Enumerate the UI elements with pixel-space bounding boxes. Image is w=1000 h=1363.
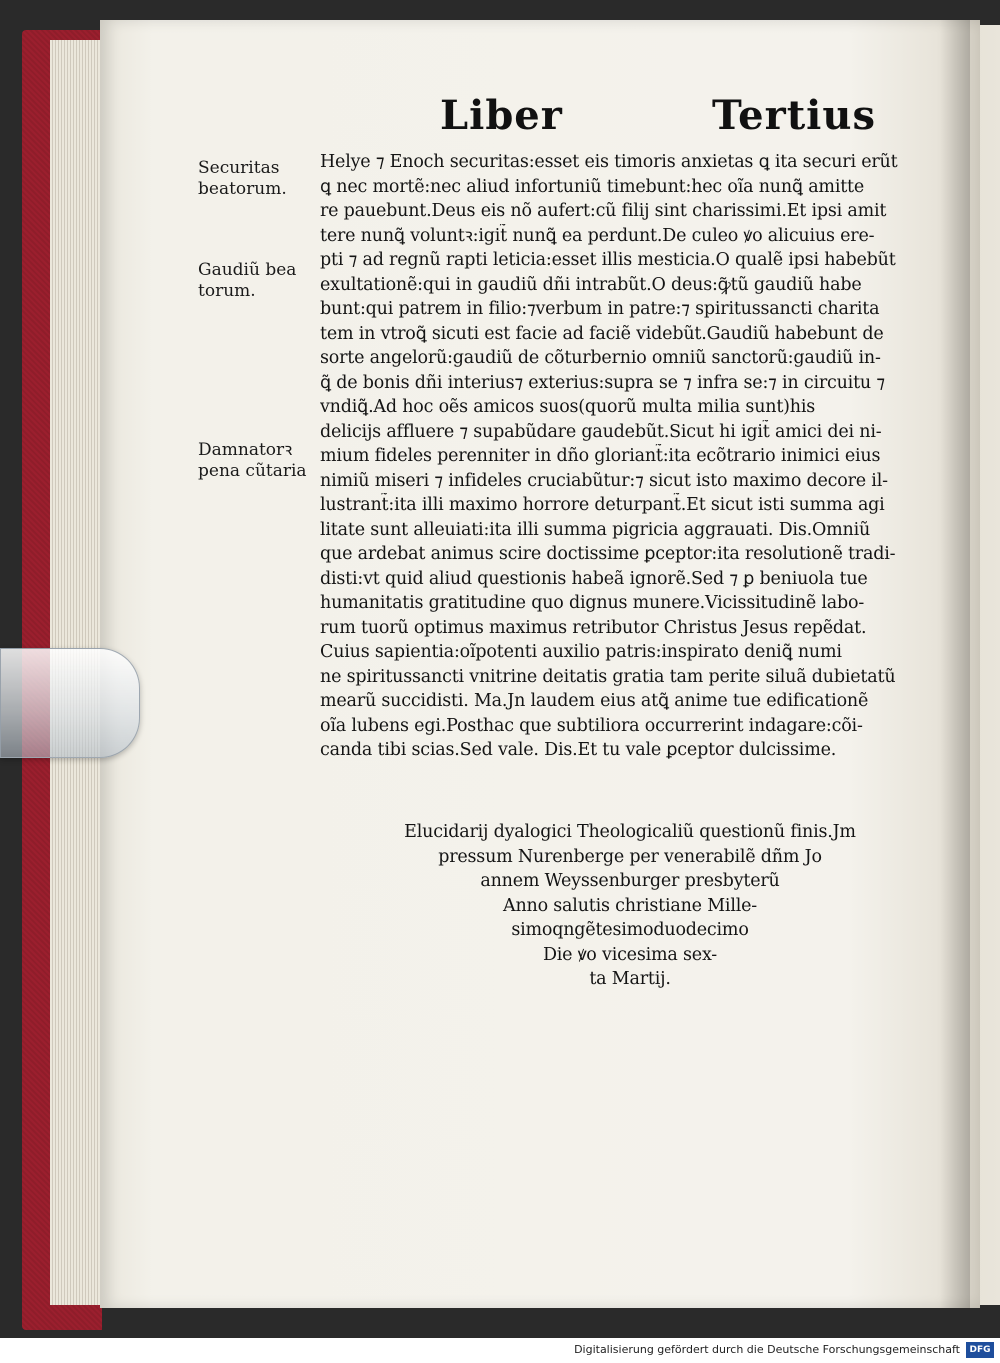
text-line: disti:vt quid aliud questionis habeã ignorẽ.Sed ⁊ ꝑ beniuola tue (320, 568, 868, 589)
margin-note-line: Securitas (198, 158, 280, 178)
text-line: lustrant̃:ita illi maximo horrore deturpant̃.Et sicut isti summa agi (320, 495, 885, 515)
text-line: delicijs affluere ⁊ supabũdare gaudebũt.Sicut hi igit̃ amici dei ni- (320, 421, 882, 442)
text-line: re pauebunt.Deus eis nõ aufert:cũ filij sint charissimi.Et ipsi amit (320, 201, 887, 221)
running-head-left: Liber (440, 92, 563, 139)
margin-note-line: Damnatorꝛ (198, 440, 293, 460)
margin-note-securitas (198, 158, 318, 200)
text-line: tere nunꝗ̃ voluntꝛ:igit̃ nunꝗ̃ ea perdunt.De culeo ꝟo alicuius ere- (320, 225, 875, 246)
colophon-line: Anno salutis christiane Mille- (503, 895, 757, 916)
gutter-shadow (940, 20, 970, 1308)
dfg-logo: DFG (966, 1342, 994, 1358)
text-line: pti ⁊ ad regnũ rapti leticia:esset illis mesticia.O qualẽ ipsi habebũt (320, 250, 896, 270)
running-head-right: Tertius (712, 92, 876, 139)
footer-bar (0, 1338, 1000, 1363)
margin-note-line: Gaudiũ bea (198, 260, 297, 280)
colophon (370, 820, 890, 992)
text-line: Cuius sapientia:oĩpotenti auxilio patris:inspirato deniꝗ̃ numi (320, 642, 842, 662)
margin-note-damnatorum (198, 440, 318, 482)
page-clip (0, 648, 140, 758)
colophon-line: ta Martij. (589, 969, 671, 989)
text-line: canda tibi scias.Sed vale. Dis.Et tu vale ꝑceptor dulcissime. (320, 740, 837, 760)
text-line: vndiꝗ̃.Ad hoc oẽs amicos suos(quorũ multa milia sunt)his (320, 397, 816, 417)
margin-note-line: beatorum. (198, 179, 287, 199)
colophon-line: Elucidarij dyalogici Theologicaliũ questionũ finis.Jm (404, 822, 856, 842)
text-line: exultationẽ:qui in gaudiũ dñi intrabũt.O deus:ꝙ̃tũ gaudiũ habe (320, 274, 862, 295)
text-line: sorte angelorũ:gaudiũ de cõturbernio omniũ sanctorũ:gaudiũ in- (320, 348, 881, 368)
colophon-line: annem Weyssenburger presbyterũ (480, 871, 780, 891)
footer-credit: Digitalisierung gefördert durch die Deutsche Forschungsgemeinschaft (574, 1343, 960, 1356)
text-line: oĩa lubens egi.Posthac que subtiliora occurrerint indagare:cõi- (320, 715, 863, 736)
text-line: ne spiritussancti vnitrine deitatis gratia tam perite siluã dubietatũ (320, 666, 896, 687)
text-line: tem in vtroꝗ̃ sicuti est facie ad faciẽ videbũt.Gaudiũ habebunt de (320, 323, 884, 344)
text-line: ꝗ̃ de bonis dñi interius⁊ exterius:supra se ⁊ infra se:⁊ in circuitu ⁊ (320, 372, 885, 393)
text-line: nimiũ miseri ⁊ infideles cruciabũtur:⁊ sicut isto maximo decore il- (320, 470, 888, 491)
text-line: que ardebat animus scire doctissime ꝑceptor:ita resolutionẽ tradi- (320, 544, 896, 564)
text-line: ꝗ nec mortẽ:nec aliud infortuniũ timebunt:hec oĩa nunꝗ̃ amitte (320, 176, 865, 197)
margin-note-gaudium (198, 260, 318, 302)
main-text-block (320, 150, 925, 763)
text-line: bunt:qui patrem in filio:⁊verbum in patre:⁊ spiritussancti charita (320, 299, 880, 319)
text-line: Helye ⁊ Enoch securitas:esset eis timoris anxietas ꝗ ita securi erũt (320, 152, 898, 172)
colophon-line: pressum Nurenberge per venerabilẽ dñm Jo (438, 846, 822, 867)
colophon-line: Die ꝟo vicesima sex- (542, 944, 718, 965)
text-line: rum tuorũ optimus maximus retributor Christus Jesus repẽdat. (320, 617, 867, 638)
text-line: litate sunt alleuiati:ita illi summa pigricia aggrauati. Dis.Omniũ (320, 519, 871, 540)
margin-note-line: pena cũtaria (198, 461, 307, 481)
text-line: humanitatis gratitudine quo dignus munere.Vicissitudinẽ labo- (320, 593, 865, 613)
colophon-line: simoqngẽtesimoduodecimo (511, 920, 749, 940)
text-line: mium fideles perenniter in dño gloriant̃:ita ecõtrario inimici eius (320, 446, 881, 466)
text-line: mearũ succidisti. Ma.Jn laudem eius atꝗ̃ anime tue edificationẽ (320, 691, 869, 711)
margin-note-line: torum. (198, 281, 256, 301)
